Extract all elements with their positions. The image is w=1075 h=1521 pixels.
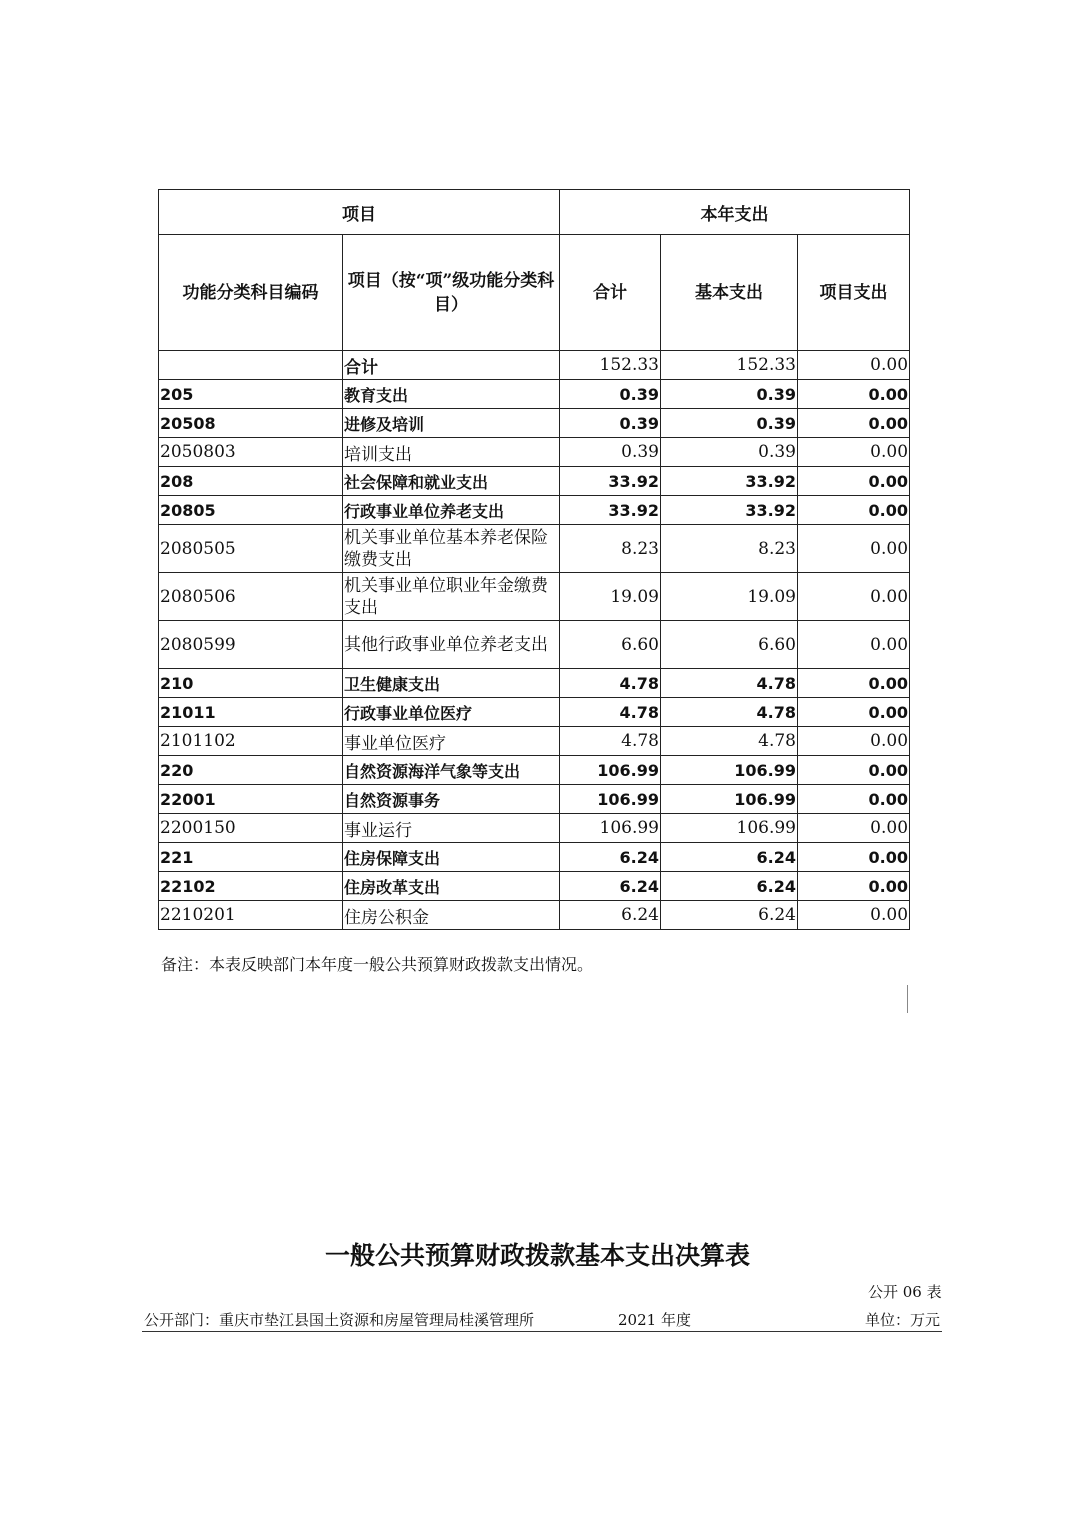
row-total: 106.99 [560,785,661,814]
header-func-code: 功能分类科目编码 [159,235,343,351]
row-project: 0.00 [798,409,910,438]
table-row [159,698,910,727]
row-total: 19.09 [560,573,661,621]
row-total: 106.99 [560,814,661,843]
row-code: 2080505 [159,525,343,573]
row-total: 8.23 [560,525,661,573]
next-table-meta [142,1307,942,1332]
row-project: 0.00 [798,901,910,930]
row-code: 220 [159,756,343,785]
next-table-title: 一般公共预算财政拨款基本支出决算表 [324,1241,750,1270]
header-total: 合计 [560,235,661,351]
row-name: 住房保障支出 [343,843,560,872]
divider-line [907,985,908,1013]
row-basic: 33.92 [661,496,798,525]
row-basic: 19.09 [661,573,798,621]
row-name: 卫生健康支出 [343,669,560,698]
table-note: 备注：本表反映部门本年度一般公共预算财政拨款支出情况。 [161,955,594,974]
row-basic: 0.39 [661,438,798,467]
table-row [159,467,910,496]
row-code: 210 [159,669,343,698]
row-basic: 6.24 [661,843,798,872]
table-row [159,669,910,698]
row-name: 住房改革支出 [343,872,560,901]
row-total: 4.78 [560,669,661,698]
row-basic: 106.99 [661,814,798,843]
row-code: 22001 [159,785,343,814]
row-basic: 6.60 [661,621,798,669]
row-total: 4.78 [560,727,661,756]
total-row-total: 152.33 [560,351,661,380]
table-row [159,785,910,814]
row-project: 0.00 [798,621,910,669]
table-row [159,573,910,621]
row-total: 0.39 [560,380,661,409]
row-code: 2050803 [159,438,343,467]
row-project: 0.00 [798,438,910,467]
row-project: 0.00 [798,785,910,814]
budget-expense-table [158,189,910,930]
header-project: 项目 [159,190,560,235]
row-project: 0.00 [798,698,910,727]
row-total: 33.92 [560,496,661,525]
row-name: 进修及培训 [343,409,560,438]
total-row-label: 合计 [343,351,560,380]
row-total: 33.92 [560,467,661,496]
next-table-number: 公开 06 表 [868,1283,942,1301]
row-name: 机关事业单位基本养老保险缴费支出 [343,525,560,573]
row-code: 2210201 [159,901,343,930]
row-project: 0.00 [798,756,910,785]
row-total: 4.78 [560,698,661,727]
row-code: 221 [159,843,343,872]
table-row [159,843,910,872]
table-row [159,525,910,573]
row-name: 机关事业单位职业年金缴费支出 [343,573,560,621]
row-code: 2200150 [159,814,343,843]
table-row [159,872,910,901]
row-basic: 6.24 [661,901,798,930]
row-code: 2101102 [159,727,343,756]
table-row [159,814,910,843]
row-basic: 0.39 [661,380,798,409]
row-name: 事业运行 [343,814,560,843]
row-project: 0.00 [798,669,910,698]
row-project: 0.00 [798,727,910,756]
row-project: 0.00 [798,496,910,525]
row-code: 21011 [159,698,343,727]
row-total: 106.99 [560,756,661,785]
row-basic: 8.23 [661,525,798,573]
row-code: 2080506 [159,573,343,621]
row-code: 208 [159,467,343,496]
row-code: 20805 [159,496,343,525]
table-row [159,756,910,785]
row-basic: 4.78 [661,698,798,727]
table-row [159,496,910,525]
row-project: 0.00 [798,380,910,409]
row-project: 0.00 [798,814,910,843]
row-name: 培训支出 [343,438,560,467]
row-project: 0.00 [798,467,910,496]
department-label: 公开部门：重庆市垫江县国土资源和房屋管理局桂溪管理所 [144,1311,535,1329]
row-basic: 33.92 [661,467,798,496]
table-body [159,351,910,930]
total-row [159,351,910,380]
row-total: 6.24 [560,901,661,930]
row-basic: 4.78 [661,669,798,698]
row-basic: 6.24 [661,872,798,901]
row-code: 20508 [159,409,343,438]
row-basic: 106.99 [661,756,798,785]
row-total: 6.24 [560,843,661,872]
header-basic: 基本支出 [661,235,798,351]
total-row-basic: 152.33 [661,351,798,380]
row-code: 205 [159,380,343,409]
row-name: 行政事业单位医疗 [343,698,560,727]
row-basic: 106.99 [661,785,798,814]
total-row-blank [159,351,343,380]
row-total: 6.60 [560,621,661,669]
row-project: 0.00 [798,525,910,573]
row-total: 0.39 [560,409,661,438]
row-total: 6.24 [560,872,661,901]
row-code: 22102 [159,872,343,901]
row-name: 行政事业单位养老支出 [343,496,560,525]
row-name: 自然资源海洋气象等支出 [343,756,560,785]
header-project-expense: 项目支出 [798,235,910,351]
row-name: 其他行政事业单位养老支出 [343,621,560,669]
table-row [159,409,910,438]
table-row [159,727,910,756]
total-row-project: 0.00 [798,351,910,380]
row-project: 0.00 [798,843,910,872]
row-project: 0.00 [798,573,910,621]
row-project: 0.00 [798,872,910,901]
header-item-name: 项目（按“项”级功能分类科目） [343,235,560,351]
year-label: 2021 年度 [618,1311,691,1329]
row-basic: 4.78 [661,727,798,756]
unit-label: 单位：万元 [864,1311,940,1329]
header-current-year-expense: 本年支出 [560,190,910,235]
row-basic: 0.39 [661,409,798,438]
table-row [159,438,910,467]
row-name: 自然资源事务 [343,785,560,814]
row-name: 社会保障和就业支出 [343,467,560,496]
table-row [159,621,910,669]
row-code: 2080599 [159,621,343,669]
table-row [159,380,910,409]
row-name: 住房公积金 [343,901,560,930]
row-total: 0.39 [560,438,661,467]
table-row [159,901,910,930]
row-name: 事业单位医疗 [343,727,560,756]
row-name: 教育支出 [343,380,560,409]
